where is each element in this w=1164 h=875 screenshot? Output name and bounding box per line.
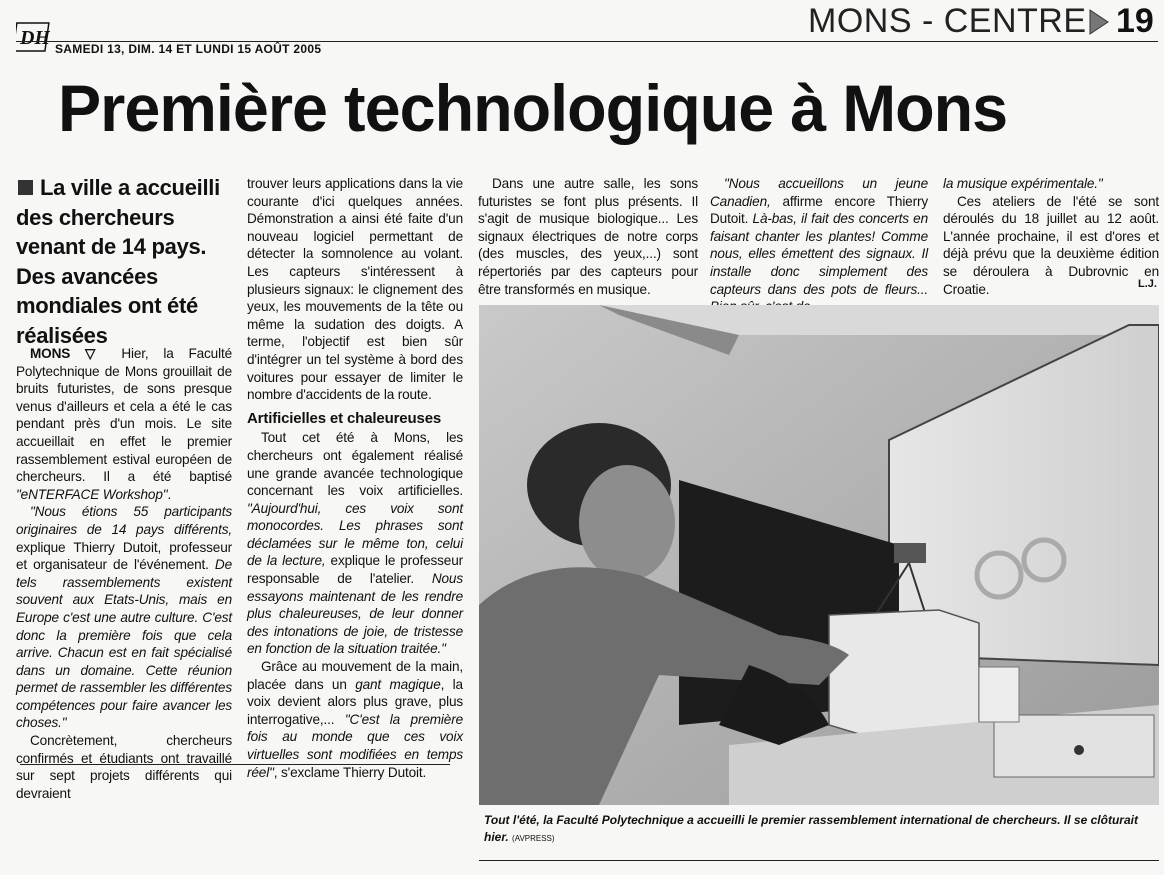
quote-attribution: explique Thierry Dutoit, professeur et organisateur de l'événement. bbox=[16, 539, 232, 573]
glove-e: , s'exclame Thierry Dutoit. bbox=[273, 764, 427, 780]
logo-text: DH bbox=[20, 27, 50, 49]
paragraph-canadian bbox=[710, 175, 928, 316]
photo-caption bbox=[484, 812, 1154, 847]
dateline: MONS ▽ bbox=[30, 346, 107, 361]
glove-a: Grâce au mouvement de la main, placée dans un bbox=[247, 659, 463, 692]
author-initials: L.J. bbox=[1138, 278, 1157, 290]
subheading: Artificielles et chaleureuses bbox=[247, 409, 442, 427]
voices-a: Tout cet été à Mons, les chercheurs ont également réalisé une grande avancée technologique concernant les voix artificielles. bbox=[247, 430, 463, 499]
article-photo bbox=[479, 305, 1159, 805]
glove-d: "C'est la première fois au monde que ces voix virtuelles sont modifiées en temps réel" bbox=[247, 711, 463, 780]
intro-end: . bbox=[167, 486, 172, 502]
column-2 bbox=[247, 175, 463, 781]
paragraph-glove bbox=[247, 658, 463, 781]
lead-text: La ville a accueilli des chercheurs venant de 14 pays. Des avancées mondiales ont été réalisées bbox=[16, 175, 220, 348]
headline: Première technologique à Mons bbox=[58, 71, 1008, 145]
glove-b: gant magique bbox=[355, 676, 441, 692]
canadian-a: "Nous accueillons un jeune Canadien, bbox=[710, 176, 928, 209]
column-5 bbox=[943, 175, 1159, 298]
paragraph-experimental: la musique expérimentale." bbox=[943, 176, 1103, 191]
quote-c: De tels rassemblements existent souvent aux Etats-Unis, mais en Europe c'est une autre culture. C'est donc la première fois que cela arrive. Chacun est en fait spécialisé dans un domaine. Cette réunion permet de rassembler les différentes compétences pour faire avancer les choses." bbox=[16, 557, 232, 731]
bottom-rule bbox=[479, 860, 1159, 861]
canadian-b: affirme encore Thierry Dutoit. bbox=[710, 193, 928, 227]
section-title: MONS - CENTRE bbox=[808, 2, 1087, 40]
event-name: "eNTERFACE Workshop" bbox=[16, 486, 168, 502]
issue-date: SAMEDI 13, DIM. 14 ET LUNDI 15 AOÛT 2005 bbox=[55, 42, 322, 56]
paragraph-projects: Concrètement, chercheurs confirmés et étudiants ont travaillé sur sept projets différents qui devraient bbox=[16, 733, 232, 801]
photo-illustration bbox=[479, 305, 1159, 805]
page-number: 19 bbox=[1116, 2, 1154, 40]
arrow-right-icon bbox=[1088, 8, 1110, 36]
paragraph-applications: trouver leurs applications dans la vie courante d'ici quelques années. Démonstration a ainsi été faite d'un nouveau logiciel permettant de détecter la somnolence au volant. Les capteurs s'intéressent à plusieurs signaux: le clignement des yeux, les mouvements de la tête ou même la sudation des doigts. A terme, l'objectif est bien sûr d'intégrer un tel système à bord des voitures pour essayer de limiter le nombre d'accidents de la route. bbox=[247, 176, 463, 403]
intro-text: Hier, la Faculté Polytechnique de Mons grouillait de bruits futuristes, de sons presque venus d'ailleurs et cela a été le cas pendant près d'un mois. Le site accueillait en effet le premier rassemblement estival européen de chercheurs. Il a été baptisé bbox=[16, 346, 232, 485]
paragraph-quote bbox=[16, 503, 232, 732]
glove-c: , la voix devient alors plus grave, plus interrogative,... bbox=[247, 676, 463, 727]
lead-paragraph bbox=[16, 173, 238, 350]
column-rule bbox=[20, 764, 450, 765]
caption-text: Tout l'été, la Faculté Polytechnique a accueilli le premier rassemblement international de chercheurs. Il se clôturait hier. bbox=[484, 813, 1138, 844]
quote-a: "Nous étions 55 participants originaires de 14 pays différents, bbox=[16, 504, 232, 537]
paragraph-dates: Ces ateliers de l'été se sont déroulés du 18 juillet au 12 août. L'année prochaine, il est d'ores et déjà prévu que la deuxième édition se déroulera à Dubrovnic en Croatie. bbox=[943, 193, 1159, 297]
photo-credit: (AVPRESS) bbox=[512, 834, 555, 843]
dh-logo-icon bbox=[16, 22, 50, 52]
column-3 bbox=[478, 175, 698, 298]
canadian-c: Là-bas, il fait des concerts en faisant chanter les plantes! Comme nous, elles émettent des signaux. Il installe donc simplement des capteurs dans des pots de fleurs... bbox=[710, 211, 928, 297]
column-4 bbox=[710, 175, 928, 316]
column-1 bbox=[16, 345, 232, 802]
paragraph-intro bbox=[16, 345, 232, 503]
paragraph-music: Dans une autre salle, les sons futuristes se font plus présents. Il s'agit de musique biologique... Les signaux électriques de notre corps (des muscles, des yeux,...) sont répertoriés par des capteurs pour être transformés en musique. bbox=[478, 176, 698, 297]
voices-c: explique le professeur responsable de l'atelier. bbox=[247, 553, 464, 587]
voices-d: Nous essayons maintenant de les rendre plus chaleureuses, de leur donner des intonations de joie, de tristesse en fonction de la situation traitée." bbox=[247, 571, 463, 657]
paragraph-voices bbox=[247, 429, 463, 658]
voices-b: "Aujourd'hui, ces voix sont monocordes. Les phrases sont déclamées sur le même ton, celui de la lecture, bbox=[247, 500, 463, 569]
